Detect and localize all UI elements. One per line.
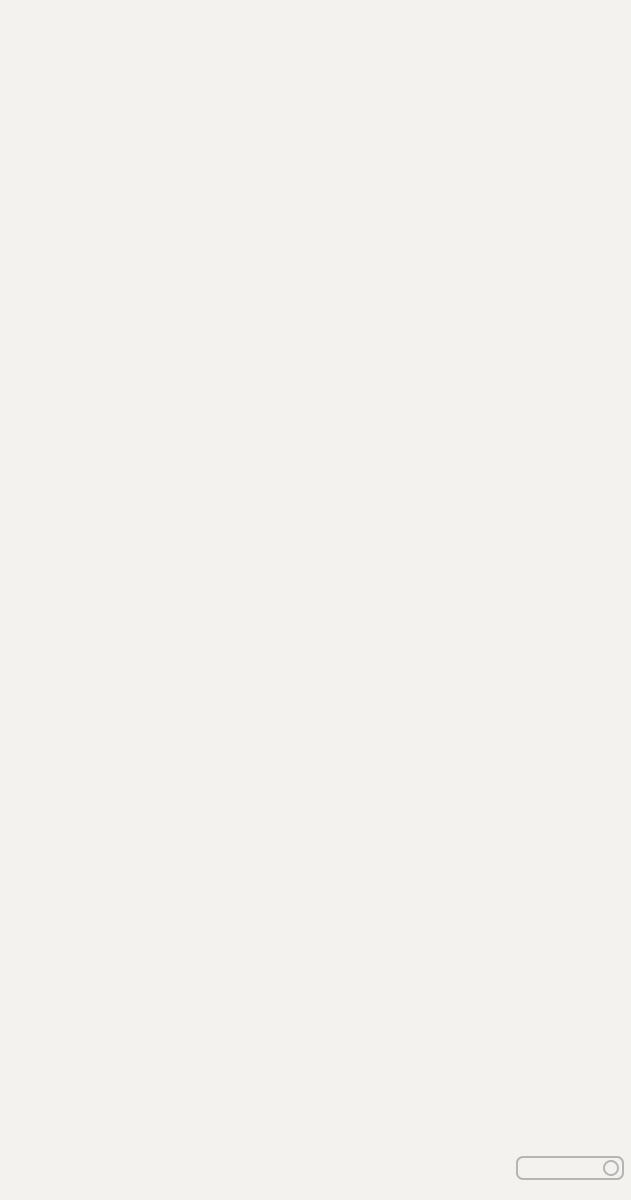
unit-9-section	[30, 522, 600, 524]
site-logo-icon	[515, 1155, 625, 1195]
